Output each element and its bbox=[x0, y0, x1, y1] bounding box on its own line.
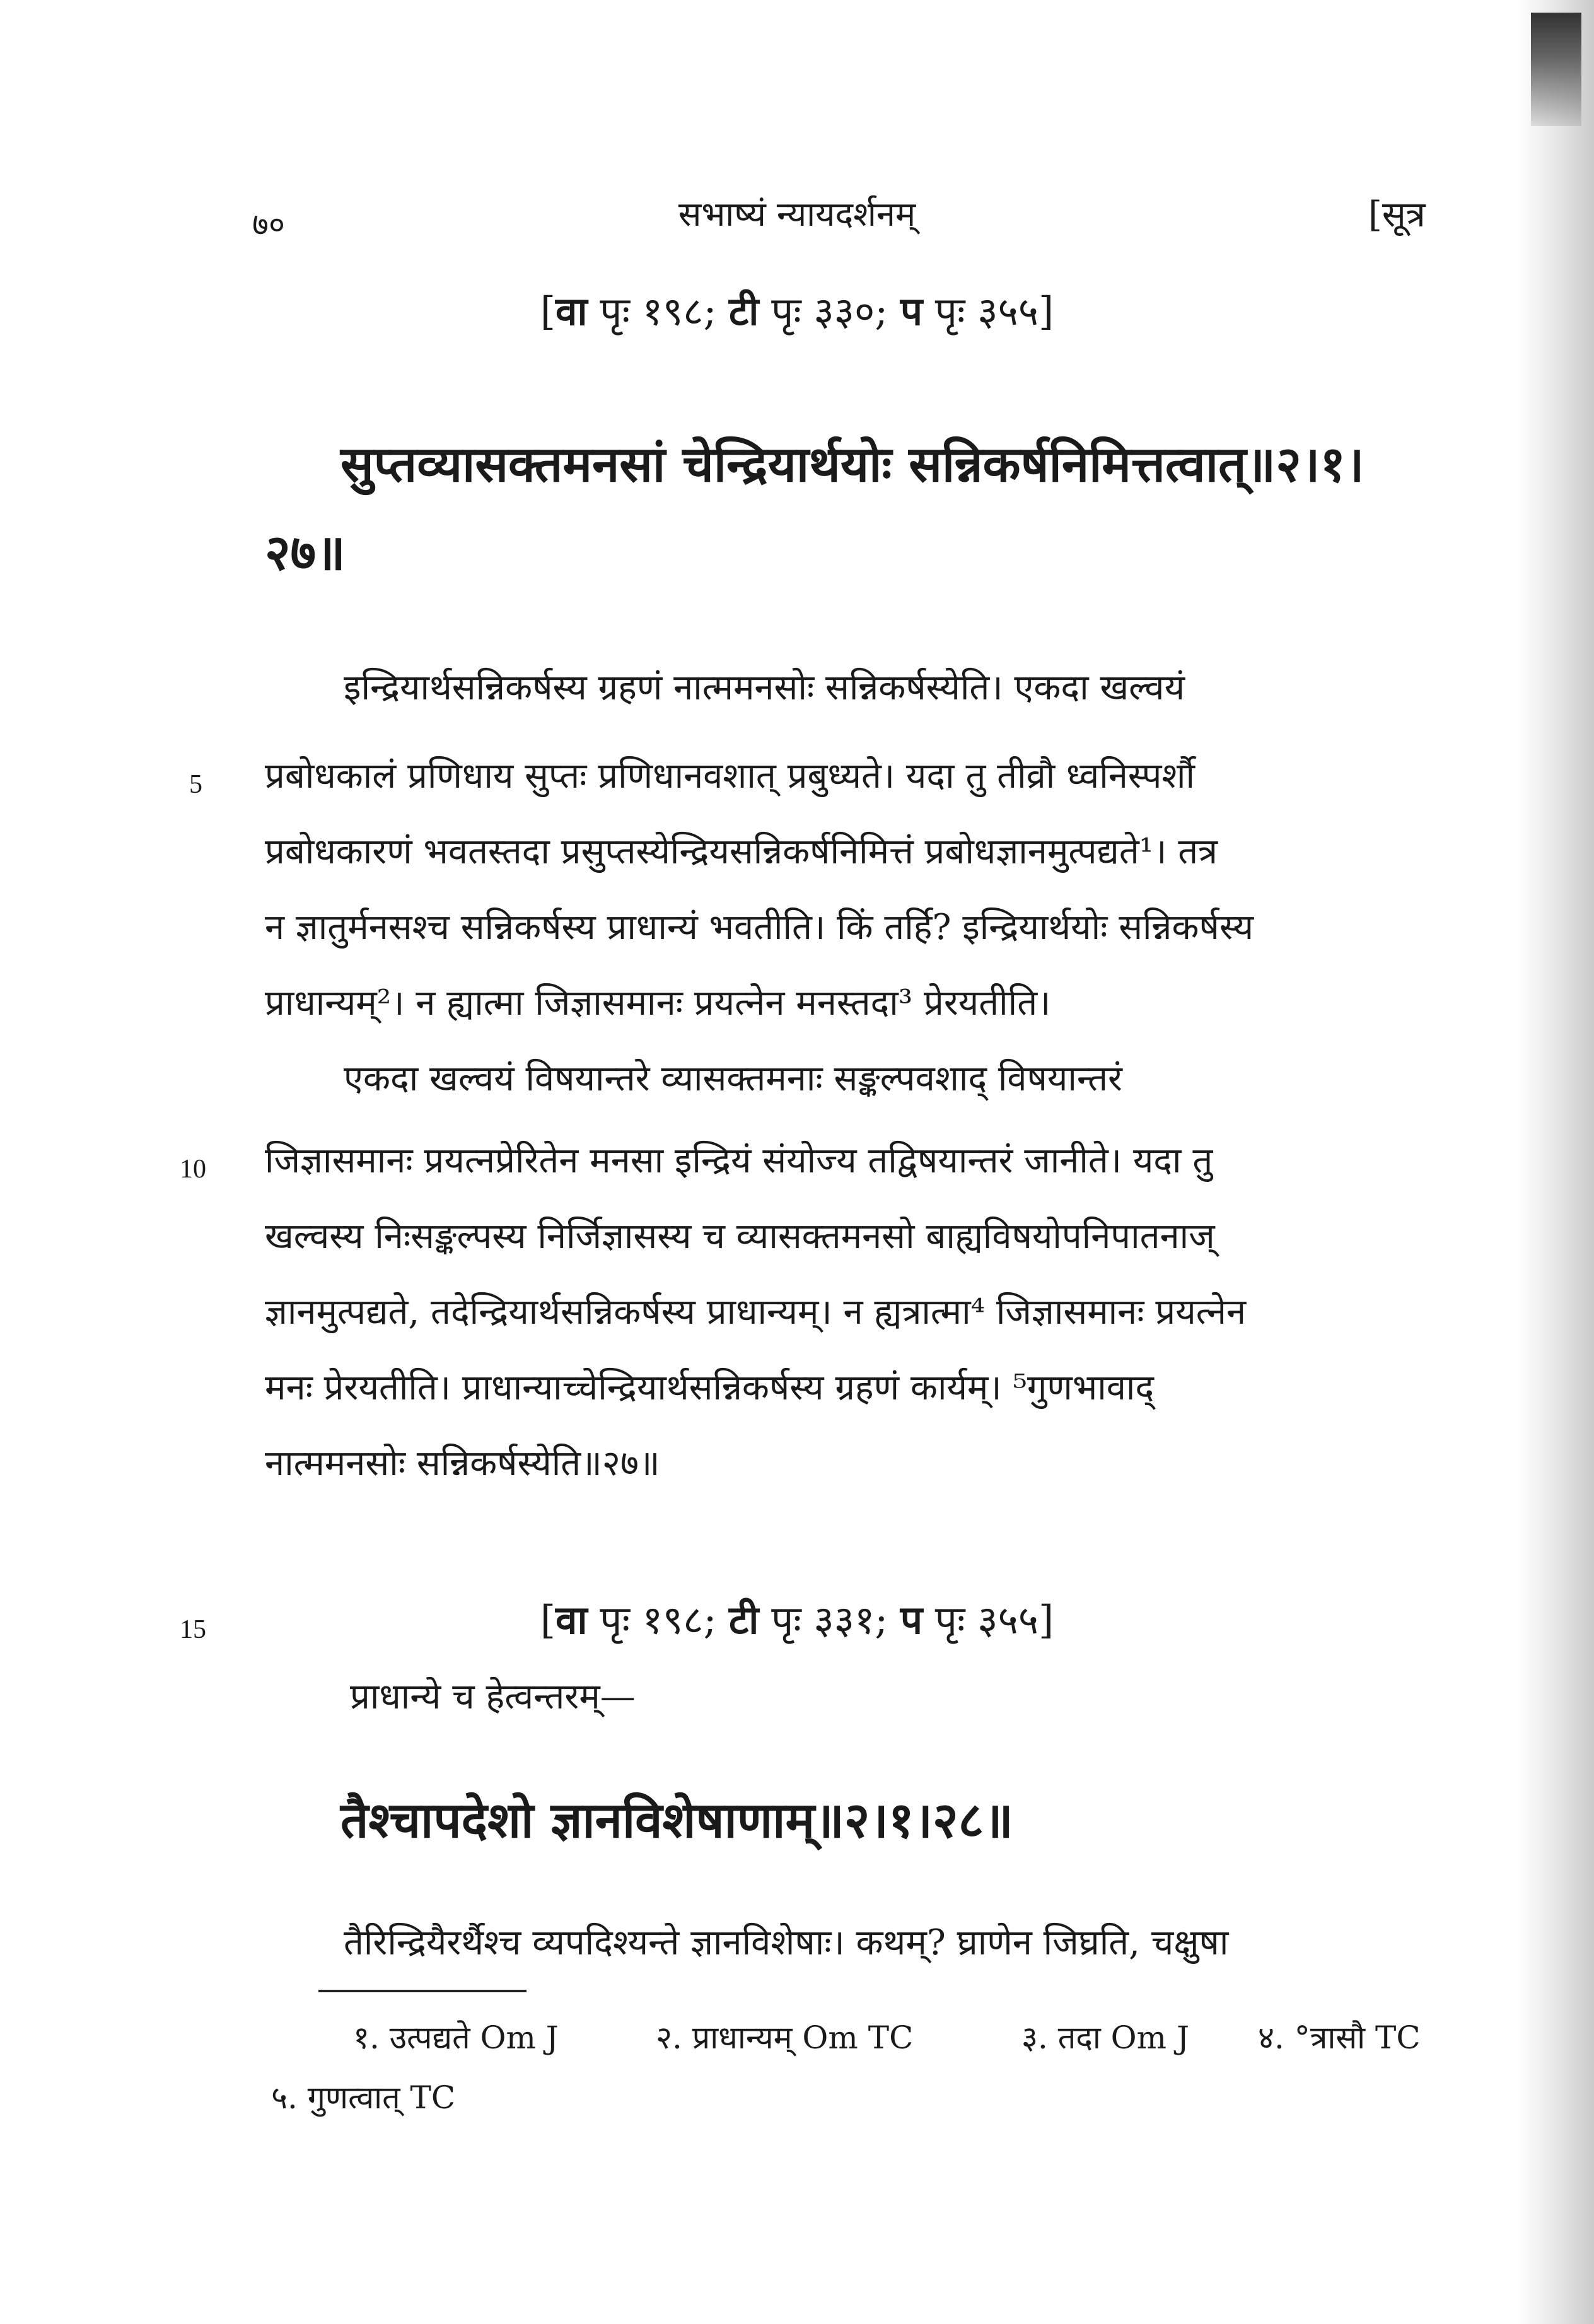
ref-bracket-open: [ bbox=[540, 288, 556, 334]
ref-va-page: पृः १९८; bbox=[587, 1597, 730, 1643]
ref-bracket-close: ] bbox=[1038, 1597, 1054, 1643]
page-number: ७० bbox=[252, 206, 285, 243]
ref-pa-page: पृः ३५५ bbox=[922, 288, 1038, 334]
sutra-1-line-1: सुप्तव्यासक्तमनसां चेन्द्रियार्थयोः सन्निकर्षनिमित्तत्वात्॥२।१। bbox=[340, 436, 1364, 493]
scan-shadow-edge bbox=[1518, 0, 1594, 2324]
ref-ti-page: पृः ३३०; bbox=[759, 288, 900, 334]
ref-va: वा bbox=[556, 288, 588, 334]
footnote-1: १. उत्पद्यते Om J bbox=[353, 2019, 559, 2056]
intro-line: प्राधान्ये च हेत्वन्तरम्— bbox=[350, 1676, 636, 1717]
running-title: सभाष्यं न्यायदर्शनम् bbox=[678, 194, 916, 234]
reference-line-2 bbox=[0, 1592, 1594, 1645]
para-2-line-6: नात्ममनसोः सन्निकर्षस्येति॥२७॥ bbox=[265, 1443, 660, 1484]
ref-pa-page: पृः ३५५ bbox=[922, 1597, 1038, 1643]
ref-bracket-close: ] bbox=[1038, 288, 1054, 334]
para-2-line-3: खल्वस्य निःसङ्कल्पस्य निर्जिज्ञासस्य च व्यासक्तमनसो बाह्यविषयोपनिपातनाज् bbox=[265, 1216, 1215, 1257]
ref-pa: प bbox=[900, 288, 923, 334]
sutra-2: तैश्चापदेशो ज्ञानविशेषाणाम्॥२।१।२८॥ bbox=[340, 1792, 1013, 1849]
ref-va-page: पृः १९८; bbox=[587, 288, 730, 334]
footnote-5: ५. गुणत्वात् TC bbox=[271, 2079, 456, 2116]
para-1-line-1: इन्द्रियार्थसन्निकर्षस्य ग्रहणं नात्ममनसोः सन्निकर्षस्येति। एकदा खल्वयं bbox=[344, 667, 1185, 708]
para-1-line-4: न ज्ञातुर्मनसश्च सन्निकर्षस्य प्राधान्यं भवतीति। किं तर्हि? इन्द्रियार्थयोः सन्निकर्षस्य bbox=[265, 907, 1254, 948]
para-2-line-1: एकदा खल्वयं विषयान्तरे व्यासक्तमनाः सङ्कल्पवशाद् विषयान्तरं bbox=[344, 1058, 1122, 1099]
ref-va: वा bbox=[556, 1597, 588, 1643]
para-1-line-2: प्रबोधकालं प्रणिधाय सुप्तः प्रणिधानवशात् प्रबुध्यते। यदा तु तीव्रौ ध्वनिस्पर्शौ bbox=[265, 756, 1195, 797]
para-1-line-5: प्राधान्यम्²। न ह्यात्मा जिज्ञासमानः प्रयत्नेन मनस्तदा³ प्रेरयतीति। bbox=[265, 983, 1051, 1024]
footnote-2: २. प्राधान्यम् Om TC bbox=[656, 2019, 914, 2056]
ref-ti: टी bbox=[729, 1597, 759, 1643]
ref-bracket-open: [ bbox=[540, 1597, 556, 1643]
ref-pa: प bbox=[900, 1597, 923, 1643]
line-number-5: 5 bbox=[189, 770, 202, 799]
section-mark: [सूत्र bbox=[1368, 194, 1426, 235]
line-number-10: 10 bbox=[180, 1155, 206, 1184]
para-3-line-1: तैरिन्द्रियैरर्थैश्च व्यपदिश्यन्ते ज्ञानविशेषाः। कथम्? घ्राणेन जिघ्रति, चक्षुषा bbox=[344, 1922, 1229, 1963]
line-number-15: 15 bbox=[180, 1615, 206, 1644]
footnote-4: ४. °त्रासौ TC bbox=[1258, 2019, 1421, 2056]
para-1-line-3: प्रबोधकारणं भवतस्तदा प्रसुप्तस्येन्द्रियसन्निकर्षनिमित्तं प्रबोधज्ञानमुत्पद्यते¹। तत्र bbox=[265, 831, 1218, 872]
para-2-line-4: ज्ञानमुत्पद्यते, तदेन्द्रियार्थसन्निकर्षस्य प्राधान्यम्। न ह्यत्रात्मा⁴ जिज्ञासमानः प्रयत्नेन bbox=[265, 1292, 1247, 1333]
scan-dark-corner bbox=[1531, 13, 1581, 126]
para-2-line-2: जिज्ञासमानः प्रयत्नप्रेरितेन मनसा इन्द्रियं संयोज्य तद्विषयान्तरं जानीते। यदा तु bbox=[265, 1140, 1213, 1181]
reference-line-1 bbox=[0, 284, 1594, 337]
ref-ti: टी bbox=[729, 288, 759, 334]
sutra-1-line-2: २७॥ bbox=[265, 524, 346, 581]
para-2-line-5: मनः प्रेरयतीति। प्राधान्याच्चेन्द्रियार्थसन्निकर्षस्य ग्रहणं कार्यम्। ⁵गुणभावाद् bbox=[265, 1367, 1155, 1408]
footnote-rule bbox=[318, 1990, 526, 1992]
ref-ti-page: पृः ३३१; bbox=[759, 1597, 900, 1643]
footnote-3: ३. तदा Om J bbox=[1021, 2019, 1190, 2056]
